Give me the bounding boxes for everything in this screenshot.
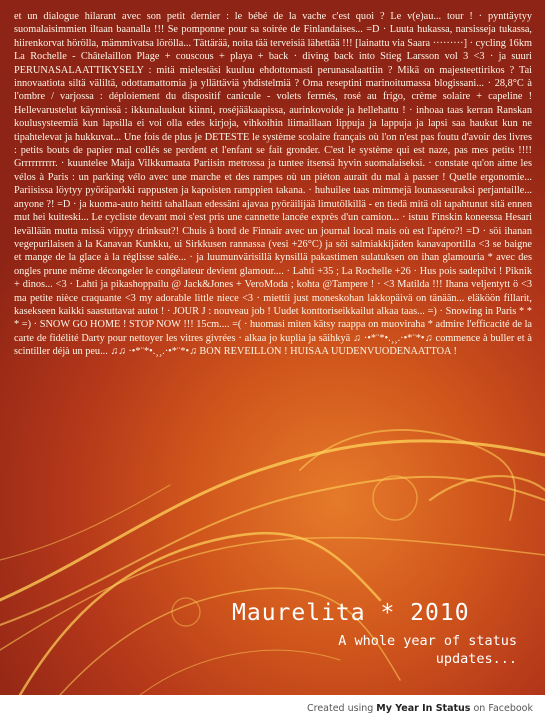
poster-subtitle: A whole year of status updates... [338,633,517,667]
status-updates-text: et un dialogue hilarant avec son petit dernier : le bébé de la vache c'est quoi ? Le v(e)au... tour ! · pynttäytyy suomalaisimmien iltaan baanalla !!! Se pomponne pour sa soirée de Finlandaises... =D · Luuta hukassa, narsisseja tukassa, hiirenkorvat hörölla, mämmivatsa lörölla... Tättärää, noita tää terveisiä lähettää !!! [lainattu via Saara ·········] · cycling 16km La Rochelle - Châtelaillon Plage + couscous + playa + back · diving back into Stieg Larsson vol 3 <3 · ja suuri PERUNASALAATTIKYSELY : mitä mielestäsi kuuluu ehdottomasti perunasalaattiin ? Mikä on majesteettirikos ? Tai innovaatiota siltä väliltä, odottamattomia ja yllättäviä yhdistelmiä ? Oma reseptini marinoitumassa blogissani... · 28,8°C à l'ombre / varjossa : déploiement du dispositif canicule - volets fermés, rosé au frigo, crème solaire + capeline ! Hellevarustelut käynnissä : ikkunaluukut kiinni, roséjääkaapissa, aurinkovoide ja hellehattu ! · inhoaa taas kerran Ranskan koulusysteemiä kun lapsilla ei voi olla edes kirjoja, vihkoihin liimaillaan lippuja ja lappuja ja lapsi saa haukut kun ne tipahtelevat ja hukkuvat... Une fois de plus je DETESTE le système scolaire français où l'on n'est pas foutu d'avoir des livres : petits bouts de papier mal collés se perdent et l'enfant se fait gronder. C'est le système qui est naze, pas mes petits !!!! Grrrrrrrrrr. · kuuntelee Maija Vilkkumaata Pariisin metrossa ja tuntee itsensä hyvin suomalaiseksi. · constate qu'on aime les vélos à Paris : un parking vélo avec une marche et des rampes où un piéton aurait du mal à passer ! Quelle ergonomie... Pariisissa löytyy pyöräparkki rappusten ja kapoisten ramppien takana. · huhuilee taas mimmejä lounasseuraksi perjantaille... anyone ?! =D · ja kuoma-auto heitti tahallaan edessäni ajavaa pyöräilijää limutölkillä - en tiedä mitä oli tapahtunut sitä ennen mut hei kuiteski... Le cycliste devant moi s'est pris une cannette lancée exprès d'un camion... · istuu Finskin koneessa Hesari levällään mutta missä viipyy drinksut?! Chuis à bord de Finnair avec un journal local mais où est l'apéro?! =D · söi ihanan vegepurilaisen à la Kanavan Kunkku, ui Sirkkusen rannassa (vesi +26°C) ja söi salmiakkijäden kanavaportilla <3 se baigne et mange de la glace à la réglisse salée... · ja luumunvärisillä kynsillä pakastimen sulatuksen on ihan glamouria * avec des ongles prune même décongeler le congélateur devient glamour.... · Lahti +35 ; La Rochelle +26 · Hus pois sadepilvi ! Piknik + dinos... <3 · Lahti ja pikashoppailu @ Jack&Jones + VeroModa ; kohta @Tampere ! · <3 Matilda !!! Ihana veljentytt ö <3 ma petite nièce craquante <3 my adorable little niece <3 · miettii just moneskohan lakkopäivä on tänään... eläköön fillarit, kasekseen kaikki saastuttavat autot ! · JOUR J : nouveau job ! Uudet konttoriseikkailut alkaa taas... =) · Snowing in Paris * * * =) · SNOW GO HOME ! STOP NOW !!! 15cm.... =( · huomasi miten kätsy raappa on muoviraha * admire l'efficacité de la carte de fidélité Darty pour nettoyer les vitres givrées · alkaa jo kuplia ja säihkyä ♫ ·•*¨*•.¸¸.·•*¨*•♫ commence à buller et à scintiller déjà un peu... ♫♫ ·•*¨*•.¸¸.·•*¨*•♫ BON REVEILLON ! HUISAA UUDENVUODENAATTOA ! [14,11,532,358]
poster-title: Maurelita * 2010 [232,600,470,626]
footer-suffix: on Facebook [473,703,533,714]
footer-credit [307,703,533,714]
app-name-link[interactable]: My Year In Status [376,703,471,714]
footer-prefix: Created using [306,703,374,714]
